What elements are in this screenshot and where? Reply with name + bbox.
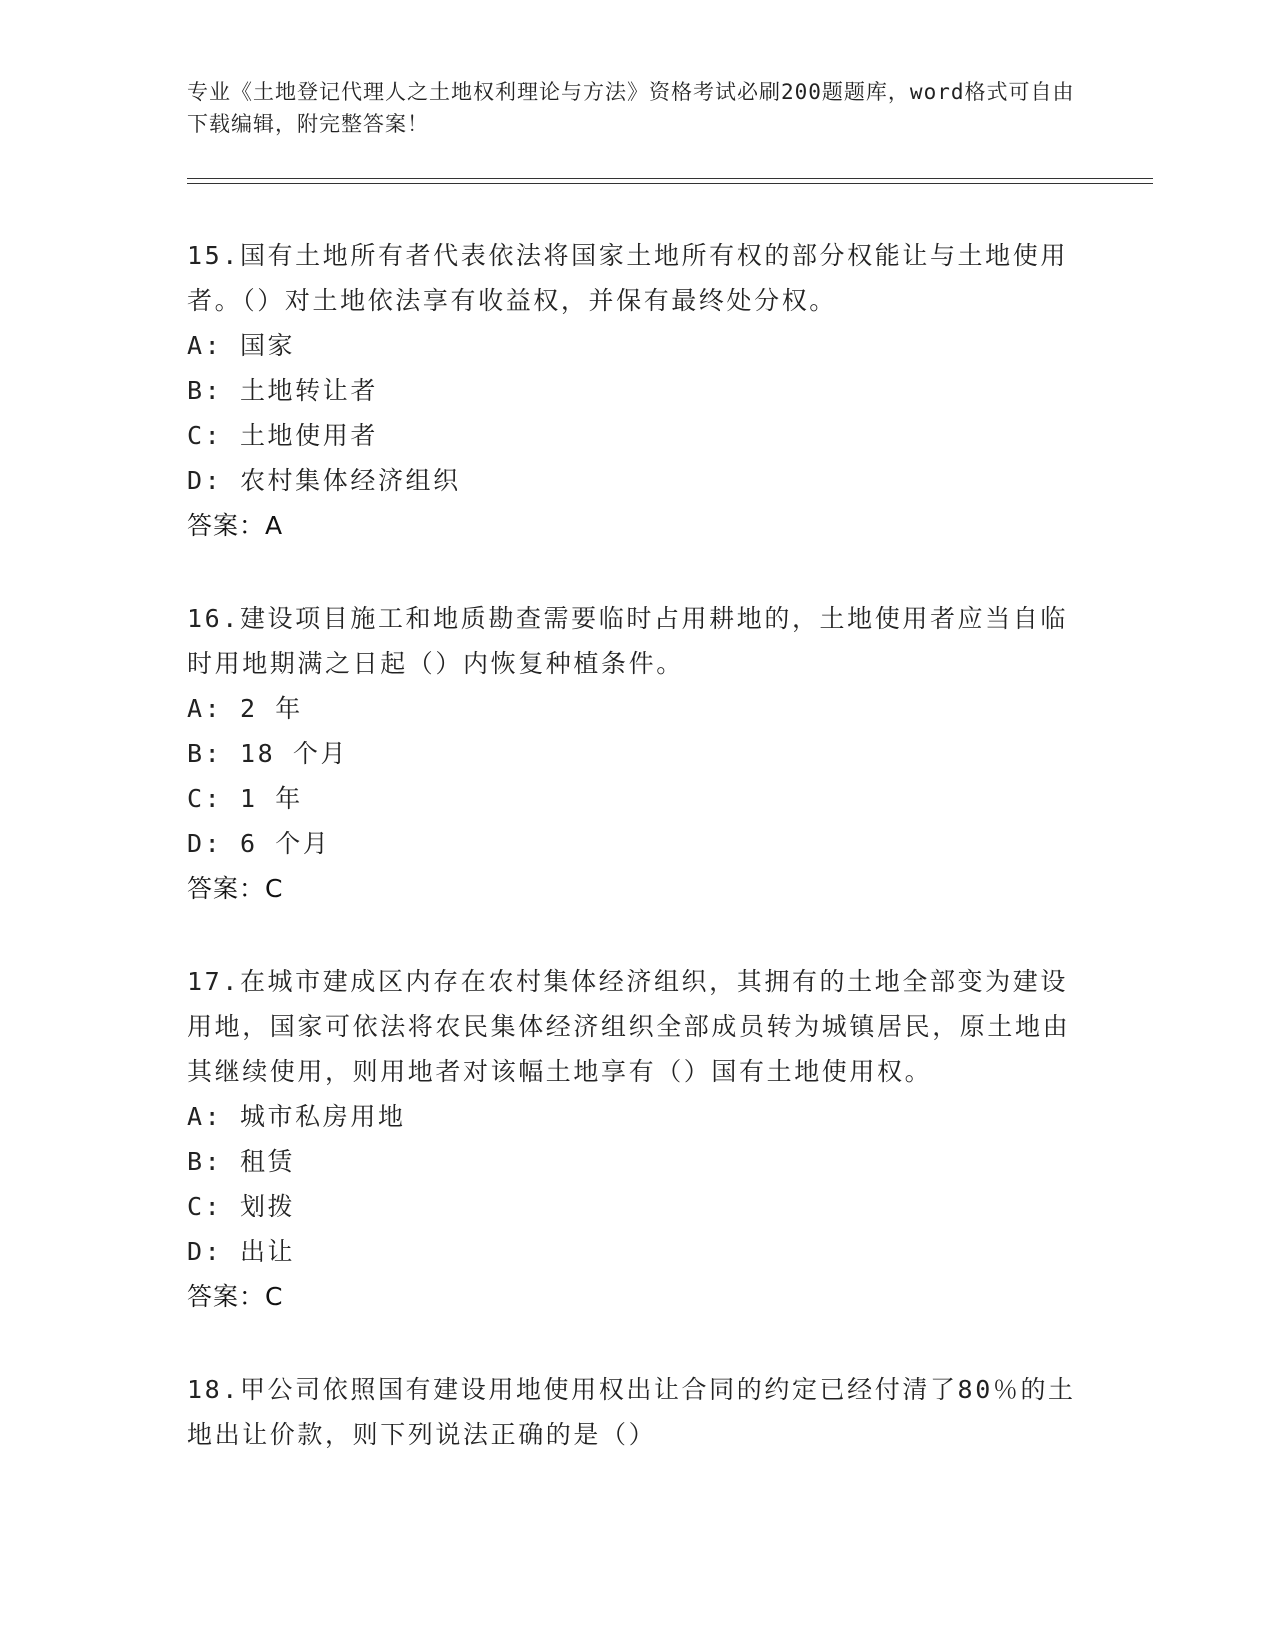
option-b: B: 租赁 [187, 1147, 296, 1176]
header-divider-bottom [187, 183, 1153, 184]
question-15 [187, 233, 1087, 548]
answer: 答案：A [187, 511, 284, 540]
question-text: 18.甲公司依照国有建设用地使用权出让合同的约定已经付清了80％的土地出让价款，则下列说法正确的是（） [187, 1375, 1076, 1449]
option-d: D: 6 个月 [187, 829, 331, 858]
answer: 答案：C [187, 1282, 284, 1311]
header-divider-top [187, 178, 1153, 179]
option-a: A: 2 年 [187, 694, 303, 723]
question-16 [187, 596, 1087, 911]
question-18 [187, 1367, 1087, 1457]
option-b: B: 土地转让者 [187, 376, 378, 405]
option-b: B: 18 个月 [187, 739, 349, 768]
question-text: 15.国有土地所有者代表依法将国家土地所有权的部分权能让与土地使用者。（）对土地依法享有收益权，并保有最终处分权。 [187, 241, 1068, 315]
option-d: D: 农村集体经济组织 [187, 466, 461, 495]
question-17 [187, 959, 1087, 1319]
question-text: 16.建设项目施工和地质勘查需要临时占用耕地的，土地使用者应当自临时用地期满之日起（）内恢复种植条件。 [187, 604, 1068, 678]
answer: 答案：C [187, 874, 284, 903]
option-c: C: 土地使用者 [187, 421, 378, 450]
option-a: A: 城市私房用地 [187, 1102, 406, 1131]
option-c: C: 划拨 [187, 1192, 296, 1221]
document-header: 专业《土地登记代理人之土地权利理论与方法》资格考试必刷200题题库，word格式可自由下载编辑，附完整答案！ [187, 80, 1075, 136]
option-d: D: 出让 [187, 1237, 296, 1266]
option-a: A: 国家 [187, 331, 296, 360]
option-c: C: 1 年 [187, 784, 303, 813]
question-text: 17.在城市建成区内存在农村集体经济组织，其拥有的土地全部变为建设用地，国家可依法将农民集体经济组织全部成员转为城镇居民，原土地由其继续使用，则用地者对该幅土地享有（）国有土地使用权。 [187, 967, 1071, 1086]
